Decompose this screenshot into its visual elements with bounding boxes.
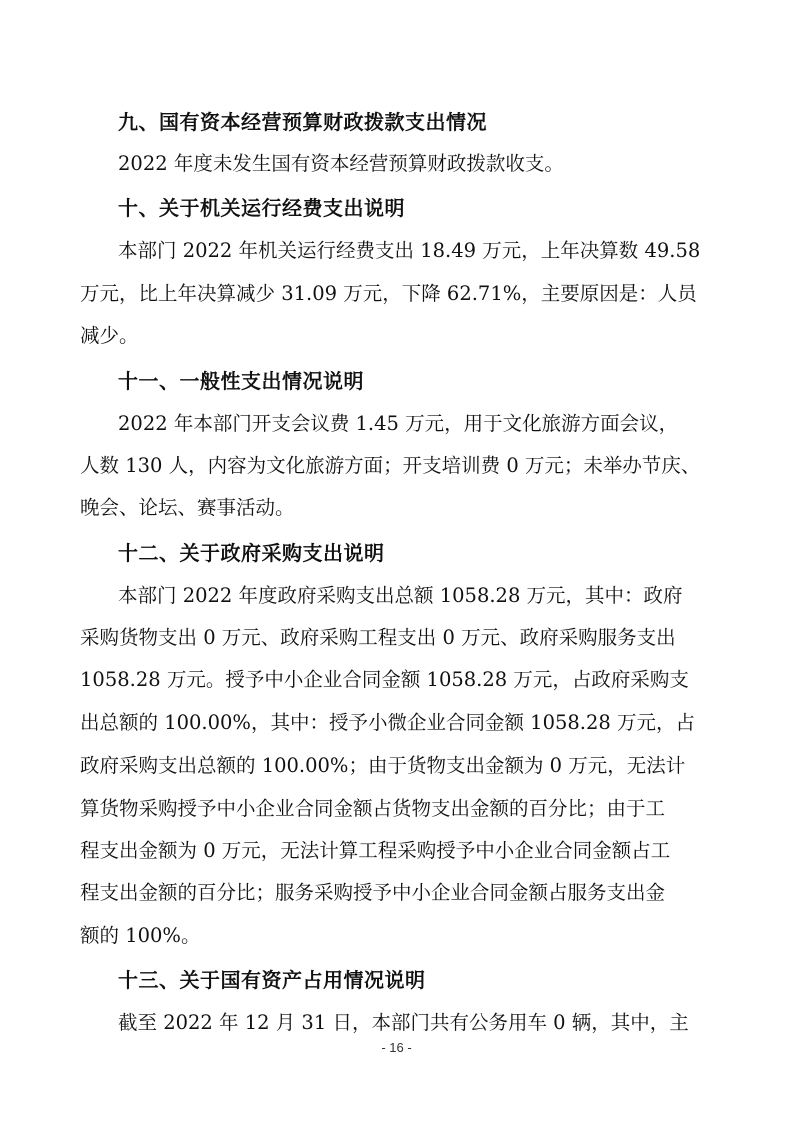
page-number: - 16 - [381, 1040, 412, 1055]
section-12-line-2: 采购货物支出 0 万元、政府采购工程支出 0 万元、政府采购服务支出 [80, 626, 676, 649]
section-9-line-1: 2022 年度未发生国有资本经营预算财政拨款收支。 [118, 152, 564, 175]
section-12-line-9: 额的 100%。 [80, 924, 201, 947]
section-13-line-1: 截至 2022 年 12 月 31 日，本部门共有公务用车 0 辆，其中，主 [118, 1011, 689, 1034]
section-12-line-5: 政府采购支出总额的 100.00%；由于货物支出金额为 0 万元，无法计 [80, 754, 686, 777]
section-10-line-3: 减少。 [80, 324, 139, 347]
section-12-line-7: 程支出金额为 0 万元，无法计算工程采购授予中小企业合同金额占工 [80, 839, 671, 862]
section-12-line-1: 本部门 2022 年度政府采购支出总额 1058.28 万元，其中：政府 [118, 584, 683, 607]
section-12-line-8: 程支出金额的百分比；服务采购授予中小企业合同金额占服务支出金 [80, 881, 666, 904]
section-11-heading: 十一、一般性支出情况说明 [118, 369, 364, 393]
section-11-line-1: 2022 年本部门开支会议费 1.45 万元，用于文化旅游方面会议， [118, 412, 679, 435]
section-10-line-2: 万元，比上年决算减少 31.09 万元，下降 62.71%，主要原因是：人员 [80, 282, 697, 305]
section-12-heading: 十二、关于政府采购支出说明 [118, 541, 385, 565]
section-11-line-3: 晚会、论坛、赛事活动。 [80, 496, 295, 519]
section-10-line-1: 本部门 2022 年机关运行经费支出 18.49 万元，上年决算数 49.58 [118, 239, 701, 262]
section-13-heading: 十三、关于国有资产占用情况说明 [118, 968, 426, 992]
section-12-line-3: 1058.28 万元。授予中小企业合同金额 1058.28 万元，占政府采购支 [80, 668, 689, 691]
section-11-line-2: 人数 130 人，内容为文化旅游方面；开支培训费 0 万元；未举办节庆、 [80, 454, 701, 477]
section-10-heading: 十、关于机关运行经费支出说明 [118, 196, 405, 220]
section-12-line-4: 出总额的 100.00%，其中：授予小微企业合同金额 1058.28 万元，占 [80, 711, 695, 734]
section-9-heading: 九、国有资本经营预算财政拨款支出情况 [118, 110, 487, 134]
section-12-line-6: 算货物采购授予中小企业合同金额占货物支出金额的百分比；由于工 [80, 797, 666, 820]
